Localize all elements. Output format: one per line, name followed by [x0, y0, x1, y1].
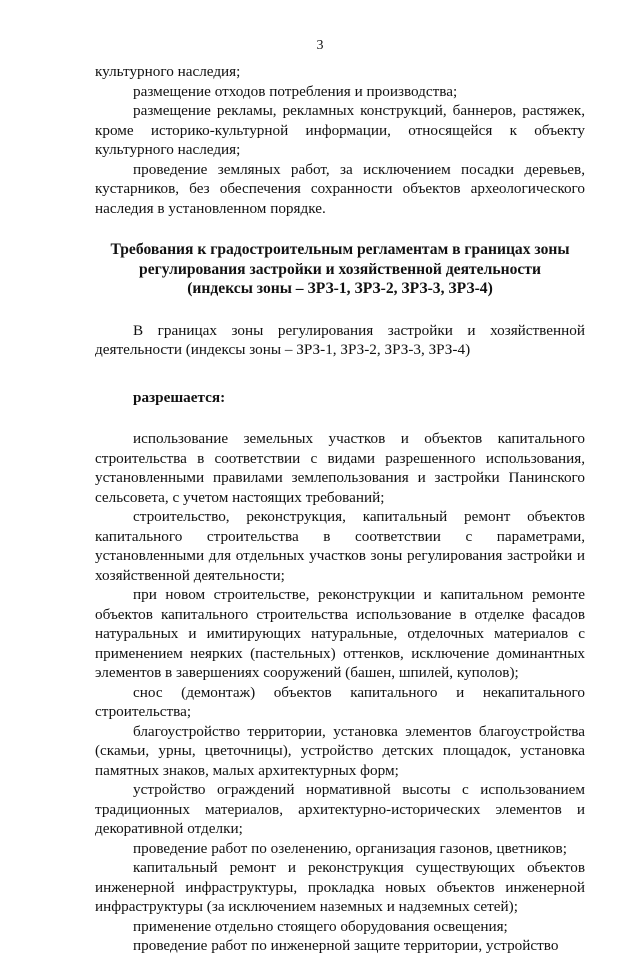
page-number: 3 — [316, 38, 324, 53]
section-heading-line: Требования к градостроительным регламентам в границах зоны — [110, 241, 570, 258]
list-item: при новом строительстве, реконструкции и капитальном ремонте объектов капитального строительства использование в отделке фасадов натуральных и имитирующих натуральные, отделочных материалов с применением неярких (пастельных) оттенков, исключение доминантных элементов в завершениях сооружений (башен, шпилей, куполов); — [95, 586, 585, 681]
list-item: применение отдельно стоящего оборудования освещения; — [133, 917, 508, 935]
paragraph: размещение рекламы, рекламных конструкций, баннеров, растяжек, кроме историко-культурной информации, относящейся к объекту культурного наследия; — [95, 102, 585, 158]
allowed-list — [95, 429, 585, 956]
section-heading-line: регулирования застройки и хозяйственной деятельности — [139, 260, 541, 278]
document-body — [95, 62, 585, 956]
section-heading-line: (индексы зоны – ЗРЗ-1, ЗРЗ-2, ЗРЗ-3, ЗРЗ-4) — [187, 280, 493, 297]
paragraph-continuation: культурного наследия; — [95, 63, 241, 80]
list-item: проведение работ по инженерной защите территории, устройство — [133, 937, 559, 954]
allowed-label: разрешается: — [133, 388, 226, 406]
list-item: проведение работ по озеленению, организация газонов, цветников; — [133, 839, 567, 857]
list-item: благоустройство территории, установка элементов благоустройства (скамьи, урны, цветочницы), устройство детских площадок, установка памятных знаков, малых архитектурных форм; — [95, 722, 585, 779]
list-item: использование земельных участков и объектов капитального строительства в соответствии с видами разрешенного использования, установленными правилами землепользования и застройки Панинского сельсовета, с учетом настоящих требований; — [95, 430, 585, 506]
section-heading — [95, 240, 585, 299]
list-item: строительство, реконструкция, капитальный ремонт объектов капитального строительства в соответствии с параметрами, установленными для отдельных участков зоны регулирования застройки и хозяйственной деятельности; — [95, 508, 585, 584]
list-item: снос (демонтаж) объектов капитального и некапитального строительства; — [95, 683, 585, 720]
paragraph: размещение отходов потребления и производства; — [133, 82, 458, 100]
list-item: капитальный ремонт и реконструкция существующих объектов инженерной инфраструктуры, прокладка новых объектов инженерной инфраструктуры (за исключением наземных и надземных сетей); — [95, 859, 585, 915]
list-item: устройство ограждений нормативной высоты с использованием традиционных материалов, архитектурно-исторических элементов и декоративной отделки; — [95, 781, 585, 837]
paragraph: проведение земляных работ, за исключением посадки деревьев, кустарников, без обеспечения сохранности объектов археологического наследия в установленном порядке. — [95, 160, 585, 217]
intro-paragraph: В границах зоны регулирования застройки и хозяйственной деятельности (индексы зоны – ЗРЗ-1, ЗРЗ-2, ЗРЗ-3, ЗРЗ-4) — [95, 321, 585, 358]
